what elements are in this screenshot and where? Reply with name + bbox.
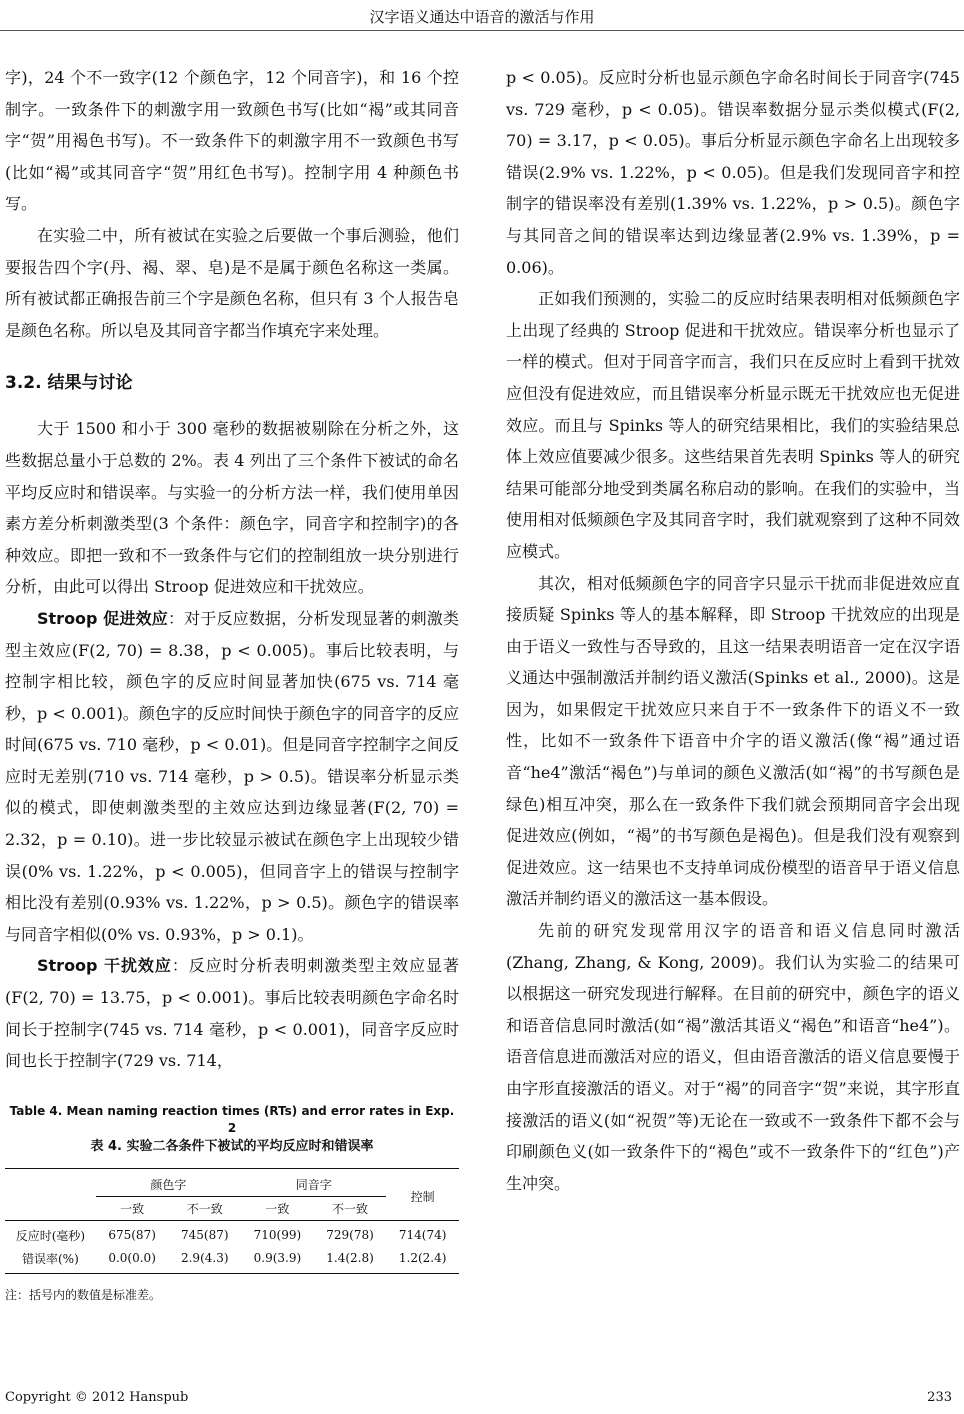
footer-page-number: 233 [927,1390,952,1405]
group-header: 同音字 [241,1168,386,1196]
footer-copyright: Copyright © 2012 Hanspub [5,1390,189,1405]
table-row [5,1247,459,1274]
sub-header: 不一致 [332,1201,369,1216]
table-cell: 714(74) [386,1220,459,1247]
sub-header: 不一致 [186,1201,223,1216]
table-title-en: Table 4. Mean naming reaction times (RTs) and error rates in Exp. 2 [9,1103,455,1135]
group-header: 颜色字 [96,1168,241,1196]
table-cell: 675(87) [96,1220,169,1247]
running-title: 汉字语义通达中语音的激活与作用 [369,8,595,26]
paragraph-label: Stroop 促进效应 [37,608,168,628]
left-column [5,62,459,1303]
table-cell: 710(99) [241,1220,314,1247]
sub-header: 一致 [120,1201,145,1216]
paragraph: 字)，24 个不一致字(12 个颜色字，12 个同音字)，和 16 个控制字。一致条件下的刺激字用一致颜色书写(比如“褐”或其同音字“贺”用褐色书写)。不一致条件下的刺激字用不一致颜色书写(比如“褐”或其同音字“贺”用红色书写)。控制字用 4 种颜色书写。 [5,68,459,214]
row-label: 反应时(毫秒) [5,1220,96,1247]
paragraph-body: ：反应时分析表明刺激类型主效应显著(F(2, 70) = 13.75，p < 0.001)。事后比较表明颜色字命名时间长于控制字(745 vs. 714 毫秒，p < 0.001)，同音字反应时间也长于控制字(729 vs. 714， [5,956,459,1071]
paragraph: p < 0.05)。反应时分析也显示颜色字命名时间长于同音字(745 vs. 729 毫秒，p < 0.05)。错误率数据分显示类似模式(F(2, 70) = 3.17，p < 0.05)。事后分析显示颜色字命名上出现较多错误(2.9% vs. 1.22%，p < 0.05)。但是我们发现同音字和控制字的错误率没有差别(1.39% vs. 1.22%，p > 0.5)。颜色字与其同音之间的错误率达到边缘显著(2.9% vs. 1.39%，p = 0.06)。 [506,68,960,277]
table-cell: 1.4(2.8) [314,1247,387,1274]
table-note: 注：括号内的数值是标准差。 [5,1287,162,1302]
paragraph: 先前的研究发现常用汉字的语音和语义信息同时激活(Zhang, Zhang, & Kong, 2009)。我们认为实验二的结果可以根据这一研究发现进行解释。在目前的研究中，颜色字的语义和语音信息同时激活(如“褐”激活其语义“褐色”和语音“he4”)。语音信息进而激活对应的语义，但由语音激活的语义信息要慢于由字形直接激活的语义。对于“褐”的同音字“贺”来说，其字形直接激活的语义(如“祝贺”等)无论在一致或不一致条件下都不会与印刷颜色义(如一致条件下的“褐色”或不一致条件下的“红色”)产生冲突。 [506,921,960,1193]
table-block [5,1103,459,1303]
table-cell: 0.0(0.0) [96,1247,169,1274]
paragraph-stroop-interference [5,950,459,1076]
paragraph-body: ：对于反应数据，分析发现显著的刺激类型主效应(F(2, 70) = 8.38，p < 0.005)。事后比较表明，与控制字相比较，颜色字的反应时间显著加快(675 vs. 714 毫秒，p < 0.001)。颜色字的反应时间快于颜色字的同音字的反应时间(675 vs. 710 毫秒，p < 0.01)。但是同音字控制字之间反应时无差别(710 vs. 714 毫秒，p > 0.5)。错误率分析显示类似的模式，即使刺激类型的主效应达到边缘显著(F(2, 70) = 2.32，p = 0.10)。进一步比较显示被试在颜色字上出现较少错误(0% vs. 1.22%，p < 0.005)，但同音字上的错误与控制字相比没有差别(0.93% vs. 1.22%，p > 0.5)。颜色字的错误率与同音字相似(0% vs. 0.93%，p > 0.1)。 [5,608,459,944]
right-column [506,62,960,1199]
paragraph: 其次，相对低频颜色字的同音字只显示干扰而非促进效应直接质疑 Spinks 等人的基本解释，即 Stroop 干扰效应的出现是由于语义一致性与否导致的，且这一结果表明语音一定在汉字语义通达中强制激活并制约语义激活(Spinks et al., 2000)。这是因为，如果假定干扰效应只来自于不一致条件下的语义不一致性，比如不一致条件下语音中介字的语义激活(像“褐”通过语音“he4”激活“褐色”)与单词的颜色义激活(如“褐”的书写颜色是绿色)相互冲突，那么在一致条件下我们就会预期同音字会出现促进效应(例如，“褐”的书写颜色是褐色)。但是我们没有观察到促进效应。这一结果也不支持单词成份模型的语音早于语义信息激活并制约语义的激活这一基本假设。 [506,573,960,909]
control-header: 控制 [386,1168,459,1220]
section-heading: 3.2. 结果与讨论 [5,373,133,394]
table-cell: 1.2(2.4) [386,1247,459,1274]
paragraph: 正如我们预测的，实验二的反应时结果表明相对低频颜色字上出现了经典的 Stroop 促进和干扰效应。错误率分析也显示了一样的模式。但对于同音字而言，我们只在反应时上看到干扰效应但没有促进效应，而且错误率分析显示既无干扰效应也无促进效应。而且与 Spinks 等人的研究结果相比，我们的实验结果总体上效应值要减少很多。这些结果首先表明 Spinks 等人的研究结果可能部分地受到类属名称启动的影响。在我们的实验中，当使用相对低频颜色字及其同音字时，我们就观察到了这种不同效应模式。 [506,289,960,561]
running-header [0,0,964,31]
paragraph: 在实验二中，所有被试在实验之后要做一个事后测验，他们要报告四个字(丹、褐、翠、皂)是不是属于颜色名称这一类属。所有被试都正确报告前三个字是颜色名称，但只有 3 个人报告皂是颜色名称。所以皂及其同音字都当作填充字来处理。 [5,225,459,340]
sub-header: 一致 [265,1201,290,1216]
paragraph-label: Stroop 干扰效应 [37,956,172,976]
table-cell: 729(78) [314,1220,387,1247]
table-cell: 0.9(3.9) [241,1247,314,1274]
table-title-zh: 表 4. 实验二各条件下被试的平均反应时和错误率 [90,1138,374,1154]
table-row [5,1220,459,1247]
results-table [5,1168,459,1274]
table-cell: 745(87) [168,1220,241,1247]
paragraph-stroop-facilitation [5,603,459,951]
table-cell: 2.9(4.3) [168,1247,241,1274]
paragraph: 大于 1500 和小于 300 毫秒的数据被剔除在分析之外，这些数据总量小于总数的 2%。表 4 列出了三个条件下被试的命名平均反应时和错误率。与实验一的分析方法一样，我们使用单因素方差分析刺激类型(3 个条件：颜色字，同音字和控制字)的各种效应。即把一致和不一致条件与它们的控制组放一块分别进行分析，由此可以得出 Stroop 促进效应和干扰效应。 [5,419,459,597]
row-label: 错误率(%) [5,1247,96,1274]
